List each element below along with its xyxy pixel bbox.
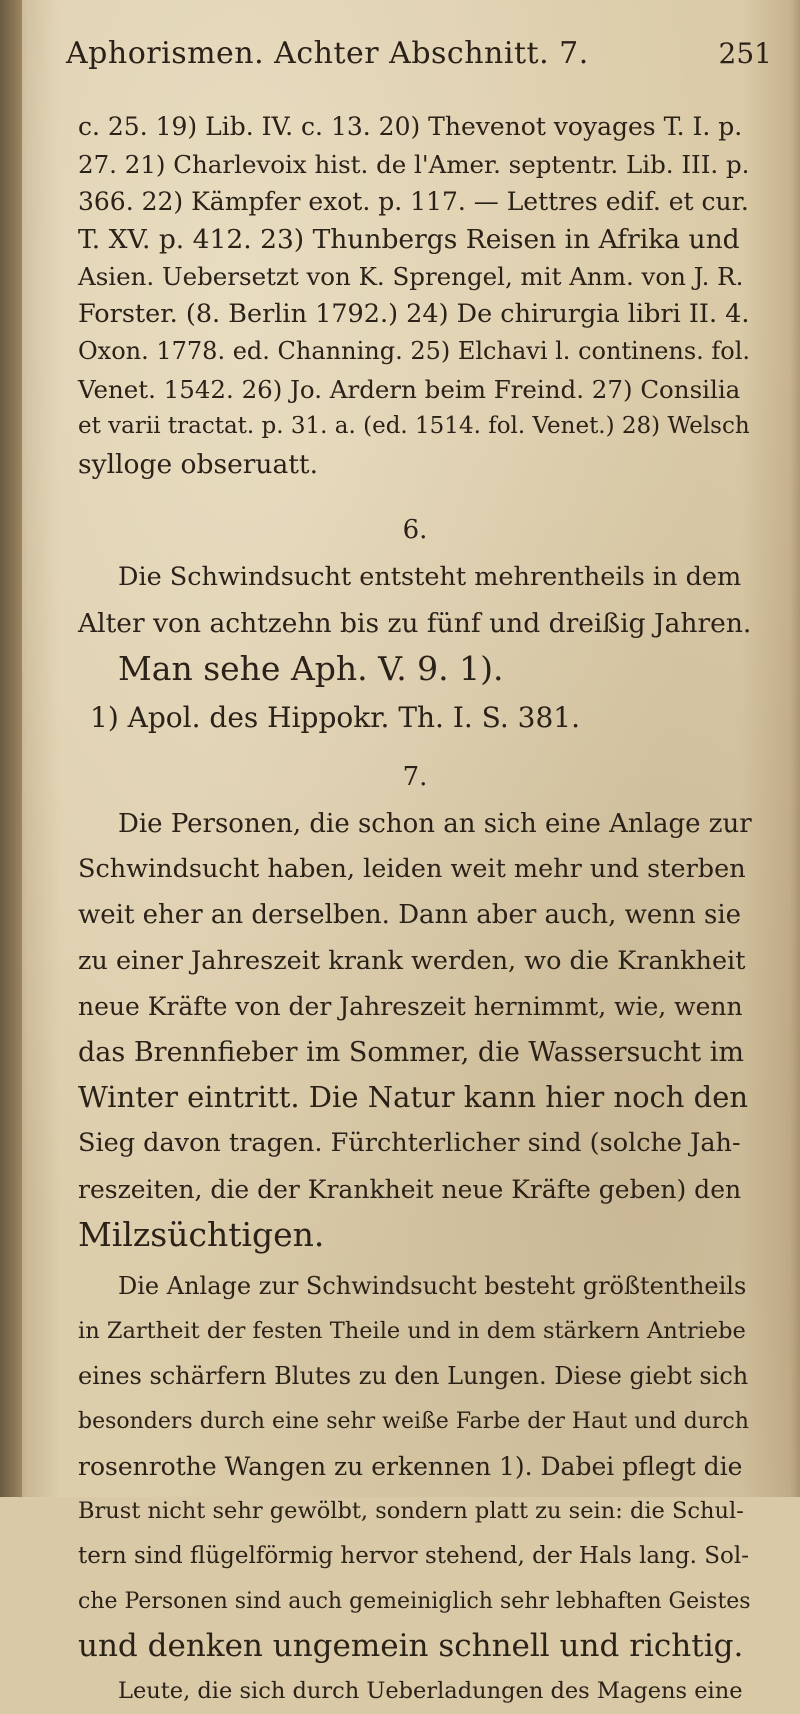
note-line: sylloge obseruatt. [78, 448, 319, 480]
book-gutter [0, 0, 22, 1497]
section-body [78, 802, 752, 1258]
text-line: Die Personen, die schon an sich eine Anlage zur [118, 808, 752, 839]
text-line: Leute, die sich durch Ueberladungen des Magens eine [118, 1677, 743, 1704]
text-line: Winter eintritt. Die Natur kann hier noch den [78, 1080, 749, 1115]
text-line: das Brennfieber im Sommer, die Wassersucht im [78, 1036, 744, 1068]
note-line: Asien. Uebersetzt von K. Sprengel, mit Anm. von J. R. [78, 262, 744, 291]
text-line: Schwindsucht haben, leiden weit mehr und sterben [78, 854, 746, 885]
text-line: Sieg davon tragen. Fürchterlicher sind (solche Jah- [78, 1127, 741, 1158]
note-line: Oxon. 1778. ed. Channing. 25) Elchavi l. continens. fol. [78, 337, 751, 365]
text-line: reszeiten, die der Krankheit neue Kräfte geben) den [78, 1174, 742, 1204]
text-line: Man sehe Aph. V. 9. 1). [118, 649, 504, 689]
section-body-continued [78, 1264, 752, 1714]
text-line: zu einer Jahreszeit krank werden, wo die Krankheit [78, 945, 746, 976]
text-line: Milzsüchtigen. [78, 1215, 325, 1255]
note-line: et varii tractat. p. 31. a. (ed. 1514. fol. Venet.) 28) Welsch [78, 413, 750, 439]
note-line: Venet. 1542. 26) Jo. Ardern beim Freind. 27) Consilia [78, 374, 741, 404]
running-title: Aphorismen. Achter Abschnitt. 7. [66, 36, 589, 71]
text-line: Brust nicht sehr gewölbt, sondern platt zu sein: die Schul- [78, 1497, 744, 1524]
text-line: che Personen sind auch gemeiniglich sehr lebhaften Geistes [78, 1588, 751, 1614]
note-line: 366. 22) Kämpfer exot. p. 117. — Lettres edif. et cur. [78, 187, 749, 216]
text-line: tern sind flügelförmig hervor stehend, der Hals lang. Sol- [78, 1542, 750, 1569]
note-line: 27. 21) Charlevoix hist. de l'Amer. septentr. Lib. III. p. [78, 149, 750, 179]
text-line: und denken ungemein schnell und richtig. [78, 1627, 744, 1664]
footnote: 1) Apol. des Hippokr. Th. I. S. 381. [90, 700, 581, 734]
section-body [78, 555, 752, 692]
text-line: Alter von achtzehn bis zu fünf und dreißig Jahren. [78, 607, 752, 639]
text-line: Die Anlage zur Schwindsucht besteht größtentheils [118, 1271, 747, 1300]
text-line: eines schärfern Blutes zu den Lungen. Diese giebt sich [78, 1361, 749, 1390]
reference-notes [78, 108, 752, 483]
text-line: Die Schwindsucht entsteht mehrentheils in dem [118, 562, 742, 592]
text-line: in Zartheit der festen Theile und in dem stärkern Antriebe [78, 1317, 746, 1344]
running-header [0, 0, 800, 80]
text-line: besonders durch eine sehr weiße Farbe der Haut und durch [78, 1408, 749, 1434]
text-line: rosenrothe Wangen zu erkennen 1). Dabei pflegt die [78, 1451, 743, 1481]
note-line: T. XV. p. 412. 23) Thunbergs Reisen in Afrika und [78, 223, 740, 255]
text-line: weit eher an derselben. Dann aber auch, wenn sie [78, 899, 742, 930]
text-line: neue Kräfte von der Jahreszeit hernimmt, wie, wenn [78, 992, 743, 1022]
note-line: c. 25. 19) Lib. IV. c. 13. 20) Thevenot voyages T. I. p. [78, 112, 743, 141]
note-line: Forster. (8. Berlin 1792.) 24) De chirurgia libri II. 4. [78, 298, 750, 329]
page-number: 251 [718, 37, 772, 70]
section-number: 7. [402, 761, 428, 792]
section-number: 6. [402, 515, 428, 545]
